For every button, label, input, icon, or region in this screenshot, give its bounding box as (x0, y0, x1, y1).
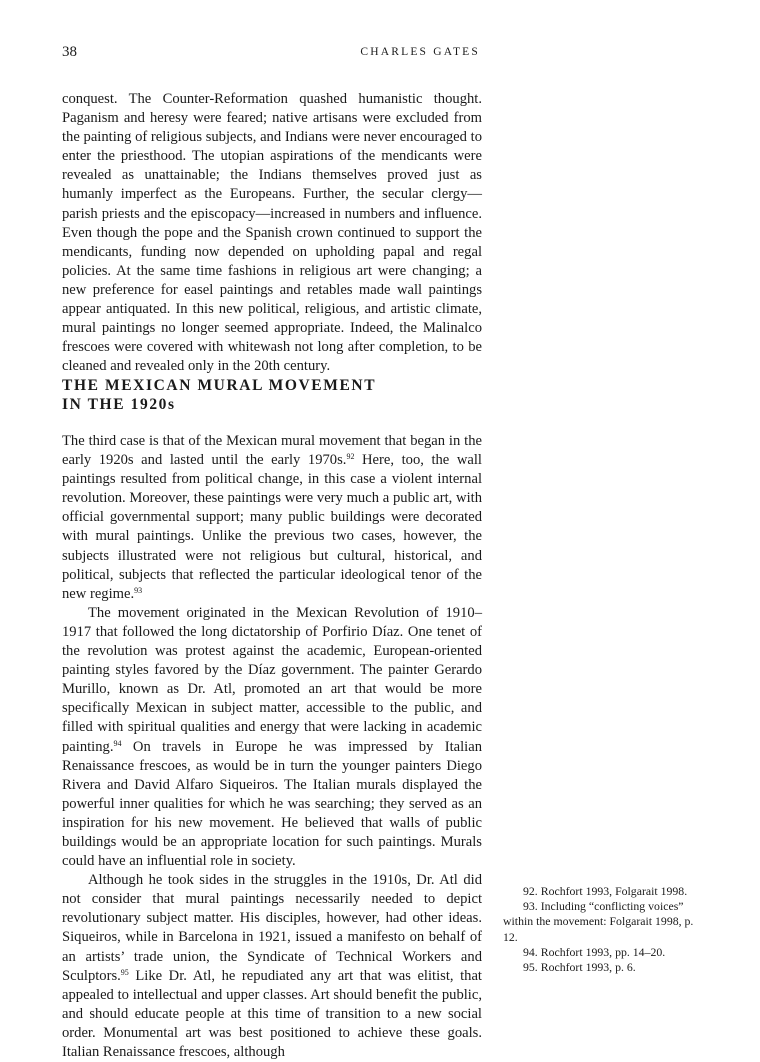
section-heading-line-2: IN THE 1920s (62, 396, 176, 413)
text-run: On travels in Europe he was impressed by Italian Renaissance frescoes, as would be in turn the younger painters Diego Rivera and David Alfaro Siqueiros. The Italian murals displayed the powerful inner qualities for which he was searching; they served as an inspiration for his new movement. He believed that walls of public buildings would be an appropriate location for such paintings. Murals could have an influential role in society. (62, 738, 482, 870)
footnote: 95. Rochfort 1993, p. 6. (523, 960, 636, 975)
text-run: The movement originated in the Mexican Revolution of 1910–1917 that followed the long dictatorship of Porfirio Díaz. One tenet of the revolution was protest against the academic, European-oriented painting styles favored by the Díaz government. The painter Gerardo Murillo, known as Dr. Atl, promoted an art that would be more specifically Mexican in subject matter, accessible to the public, and filled with spiritual qualities and energy that were lacking in academic painting. (62, 604, 482, 755)
paragraph (62, 604, 482, 871)
footnote-ref[interactable]: 92 (346, 452, 355, 462)
text-run: Like Dr. Atl, he repudiated any art that was elitist, that appealed to intellectual and upper classes. Art should benefit the public, and should educate people at this time of transition to a new social order. Monumental art was best positioned to achieve these goals. Italian Renaissance frescoes, although (62, 967, 482, 1060)
section-body (62, 432, 482, 1062)
paragraph: conquest. The Counter-Reformation quashed humanistic thought. Paganism and heresy were feared; native artisans were excluded from the painting of religious subjects, and Indians were never encouraged to enter the priesthood. The utopian aspirations of the mendicants were revealed as unattainable; the Indians themselves proved just as humanly imperfect as the Europeans. Further, the secular clergy—parish priests and the episcopacy—increased in numbers and influence. Even though the pope and the Spanish crown continued to support the mendicants, funding now depended on upholding papal and regal policies. At the same time fashions in religious art were changing; a new preference for easel paintings and retables made wall paintings appear antiquated. In this new political, religious, and artistic climate, mural paintings no longer seemed appropriate. Indeed, the Malinalco frescoes were covered with whitewash not long after completion, to be cleaned and revealed only in the 20th century. (62, 91, 482, 375)
footnotes (503, 884, 703, 975)
footnote: 94. Rochfort 1993, pp. 14–20. (523, 944, 666, 959)
footnote-ref[interactable]: 95 (120, 967, 129, 977)
footnote: 92. Rochfort 1993, Folgarait 1998. (523, 884, 688, 898)
continued-paragraph (62, 90, 482, 376)
footnote-ref[interactable]: 93 (134, 585, 143, 595)
footnote-line: within the movement: Folgarait 1998, p. 12. (503, 914, 694, 944)
text-run: Although he took sides in the struggles in the 1910s, Dr. Atl did not consider that mural paintings necessarily needed to depict revolutionary subject matter. His disciples, however, had other ideas. Siqueiros, while in Barcelona in 1921, issued a manifesto on behalf of an artists’ trade union, the Syndicate of Technical Workers and Sculptors. (62, 872, 482, 984)
paragraph (62, 432, 482, 604)
section-heading-line-1: THE MEXICAN MURAL MOVEMENT (62, 377, 377, 394)
footnote (503, 899, 703, 945)
footnote-ref[interactable]: 94 (113, 738, 122, 748)
text-run: The third case is that of the Mexican mural movement that began in the early 1920s and lasted until the early 1970s. (62, 433, 482, 469)
page-number: 38 (62, 44, 77, 60)
section-heading (62, 376, 482, 414)
paragraph (62, 871, 482, 1062)
text-run: Here, too, the wall paintings resulted from political change, in this case a violent internal revolution. Moreover, these paintings were very much a public art, with official governmental support; many public buildings were decorated with mural paintings. Unlike the previous two cases, however, the subjects illustrated were not religious but cultural, historical, and political, subjects that reflected the particular ideological tenor of the new regime. (62, 452, 482, 602)
running-head: CHARLES GATES (360, 46, 480, 58)
footnote-line: 93. Including “conflicting voices” (523, 899, 684, 914)
